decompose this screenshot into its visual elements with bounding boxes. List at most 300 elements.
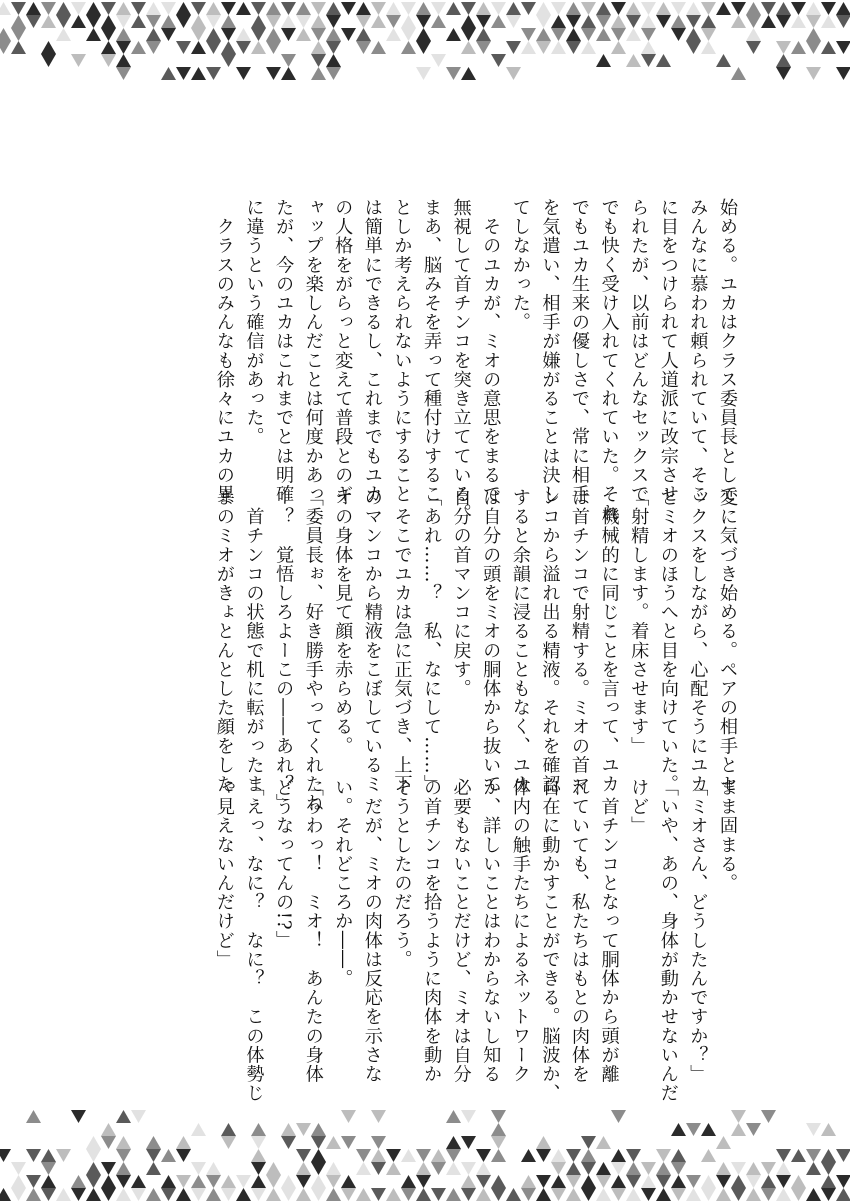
triangle-tile — [161, 67, 176, 80]
triangle-tile — [356, 1188, 371, 1201]
triangle-tile — [371, 1188, 386, 1201]
triangle-tile — [446, 1110, 461, 1123]
triangle-tile — [671, 1123, 686, 1136]
triangle-tile — [596, 28, 611, 41]
triangle-tile — [566, 41, 581, 54]
triangle-tile — [341, 1188, 356, 1201]
triangle-tile — [26, 2, 41, 15]
bottom-triangle-pattern — [0, 1108, 850, 1201]
triangle-tile — [821, 1149, 836, 1162]
triangle-tile — [86, 1162, 101, 1175]
triangle-tile — [551, 1175, 566, 1188]
triangle-tile — [191, 1188, 206, 1201]
triangle-tile — [746, 1123, 761, 1136]
triangle-tile — [476, 28, 491, 41]
triangle-tile — [281, 28, 296, 41]
triangle-tile — [641, 1188, 656, 1201]
triangle-tile — [101, 1123, 116, 1136]
triangle-tile — [566, 1175, 581, 1188]
triangle-tile — [296, 1123, 311, 1136]
triangle-tile — [806, 41, 821, 54]
text-line: 「射精します。着床させます」 — [628, 488, 650, 756]
top-triangle-pattern — [0, 0, 850, 82]
triangle-tile — [431, 1162, 446, 1175]
triangle-tile — [206, 15, 221, 28]
triangle-tile — [161, 28, 176, 41]
triangle-tile — [71, 2, 86, 15]
triangle-tile — [461, 15, 476, 28]
text-line: オの身体を見て顔を赤らめる。 — [332, 488, 354, 756]
triangle-tile — [266, 28, 281, 41]
triangle-tile — [326, 2, 341, 15]
triangle-tile — [386, 28, 401, 41]
triangle-tile — [761, 1175, 776, 1188]
triangle-tile — [581, 1188, 596, 1201]
triangle-tile — [701, 28, 716, 41]
triangle-tile — [101, 2, 116, 15]
triangle-tile — [716, 1136, 731, 1149]
triangle-tile — [0, 1149, 11, 1162]
triangle-tile — [311, 1149, 326, 1162]
triangle-tile — [431, 2, 446, 15]
triangle-tile — [491, 54, 506, 67]
text-line: そこでユカは急に正気づき、上下 — [391, 488, 413, 794]
text-line: まのミオがきょとんとした顔をした — [213, 488, 235, 794]
triangle-tile — [116, 1136, 131, 1149]
triangle-tile — [71, 1175, 86, 1188]
triangle-tile — [206, 1175, 221, 1188]
triangle-tile — [746, 1175, 761, 1188]
triangle-tile — [281, 1175, 296, 1188]
triangle-tile — [311, 1162, 326, 1175]
triangle-tile — [281, 15, 296, 28]
triangle-tile — [371, 1136, 386, 1149]
text-line: たが、今のユカはこれまでとは明確 — [273, 198, 295, 504]
triangle-tile — [521, 2, 536, 15]
triangle-tile — [221, 1188, 236, 1201]
text-block-1 — [209, 198, 742, 523]
triangle-tile — [41, 41, 56, 54]
text-line: 首チンコとなって胴体から頭が離 — [598, 778, 620, 1084]
triangle-tile — [431, 1188, 446, 1201]
triangle-tile — [86, 1136, 101, 1149]
triangle-tile — [761, 1162, 776, 1175]
triangle-tile — [416, 67, 431, 80]
triangle-tile — [446, 2, 461, 15]
triangle-tile — [161, 1175, 176, 1188]
triangle-tile — [806, 67, 821, 80]
triangle-tile — [551, 1188, 566, 1201]
triangle-tile — [266, 2, 281, 15]
triangle-tile — [461, 67, 476, 80]
triangle-tile — [611, 28, 626, 41]
text-line: でもユカ生来の優しさで、常に相手 — [569, 198, 591, 504]
triangle-tile — [686, 1175, 701, 1188]
triangle-tile — [551, 41, 566, 54]
triangle-tile — [116, 1149, 131, 1162]
triangle-tile — [11, 28, 26, 41]
triangle-tile — [521, 1188, 536, 1201]
triangle-tile — [656, 15, 671, 28]
triangle-tile — [101, 15, 116, 28]
triangle-tile — [41, 1162, 56, 1175]
triangle-tile — [806, 1162, 821, 1175]
text-line: い。それどころか――。 — [332, 778, 354, 989]
triangle-tile — [161, 15, 176, 28]
triangle-tile — [326, 1188, 341, 1201]
triangle-tile — [11, 1175, 26, 1188]
triangle-tile — [821, 1123, 836, 1136]
triangle-tile — [506, 41, 521, 54]
triangle-tile — [341, 1110, 356, 1123]
triangle-tile — [56, 28, 71, 41]
text-line: 「えっ、なに？ なに？ この体勢じ — [243, 778, 265, 1103]
triangle-tile — [56, 15, 71, 28]
triangle-tile — [596, 2, 611, 15]
triangle-tile — [836, 1188, 850, 1201]
triangle-tile — [341, 28, 356, 41]
text-line: 自在に動かすことができる。脳波か、 — [539, 778, 561, 1103]
triangle-tile — [221, 1175, 236, 1188]
triangle-tile — [611, 1149, 626, 1162]
triangle-tile — [776, 1175, 791, 1188]
triangle-tile — [566, 28, 581, 41]
triangle-tile — [281, 1136, 296, 1149]
triangle-tile — [251, 1175, 266, 1188]
triangle-tile — [191, 41, 206, 54]
triangle-tile — [731, 15, 746, 28]
triangle-tile — [176, 41, 191, 54]
triangle-tile — [101, 41, 116, 54]
triangle-tile — [371, 1149, 386, 1162]
triangle-tile — [611, 41, 626, 54]
triangle-tile — [446, 28, 461, 41]
triangle-tile — [311, 67, 326, 80]
triangle-tile — [371, 15, 386, 28]
triangle-tile — [236, 2, 251, 15]
triangle-tile — [371, 1162, 386, 1175]
triangle-tile — [401, 1149, 416, 1162]
text-line: まま固まる。 — [717, 778, 738, 893]
triangle-tile — [491, 1110, 506, 1123]
triangle-tile — [536, 1175, 551, 1188]
triangle-tile — [416, 1175, 431, 1188]
triangle-tile — [836, 15, 850, 28]
triangle-tile — [266, 1188, 281, 1201]
triangle-tile — [461, 41, 476, 54]
triangle-tile — [506, 2, 521, 15]
text-line: ックスをしながら、心配そうにユカ — [687, 488, 709, 794]
triangle-tile — [266, 1162, 281, 1175]
triangle-tile — [281, 1123, 296, 1136]
triangle-tile — [551, 1162, 566, 1175]
triangle-tile — [551, 1149, 566, 1162]
triangle-tile — [671, 1175, 686, 1188]
triangle-tile — [686, 28, 701, 41]
triangle-tile — [191, 1175, 206, 1188]
triangle-tile — [221, 2, 236, 15]
triangle-tile — [101, 28, 116, 41]
triangle-tile — [86, 1188, 101, 1201]
triangle-tile — [191, 1162, 206, 1175]
triangle-tile — [116, 15, 131, 28]
triangle-tile — [746, 1162, 761, 1175]
triangle-tile — [566, 1149, 581, 1162]
text-line: とミオのほうへと目を向けていた。 — [657, 488, 679, 794]
triangle-tile — [446, 67, 461, 80]
triangle-tile — [776, 41, 791, 54]
triangle-tile — [101, 1162, 116, 1175]
triangle-tile — [416, 28, 431, 41]
triangle-tile — [641, 41, 656, 54]
text-line: みんなに慕われ頼られていて、そこ — [687, 198, 709, 504]
triangle-tile — [41, 15, 56, 28]
triangle-tile — [761, 15, 776, 28]
triangle-tile — [26, 1149, 41, 1162]
triangle-tile — [41, 1188, 56, 1201]
triangle-tile — [461, 1175, 476, 1188]
triangle-tile — [611, 1110, 626, 1123]
triangle-tile — [311, 1136, 326, 1149]
triangle-tile — [86, 1149, 101, 1162]
text-line: ー？ 覚悟しろよーこの――あれ？」 — [273, 488, 295, 813]
triangle-tile — [476, 2, 491, 15]
triangle-tile — [641, 2, 656, 15]
triangle-tile — [176, 1136, 191, 1149]
triangle-tile — [176, 67, 191, 80]
triangle-tile — [311, 41, 326, 54]
triangle-tile — [251, 2, 266, 15]
triangle-tile — [206, 1188, 221, 1201]
triangle-tile — [386, 2, 401, 15]
triangle-tile — [221, 1136, 236, 1149]
triangle-tile — [236, 1188, 251, 1201]
triangle-tile — [641, 15, 656, 28]
triangle-tile — [596, 1188, 611, 1201]
triangle-tile — [641, 1175, 656, 1188]
triangle-tile — [626, 54, 641, 67]
text-line: すると余韻に浸ることもなく、ユカ — [509, 488, 531, 794]
triangle-tile — [761, 1188, 776, 1201]
triangle-tile — [386, 1149, 401, 1162]
triangle-tile — [506, 67, 521, 80]
text-line: 「うわっ！ ミオ！ あんたの身体 — [302, 778, 324, 1084]
triangle-mosaic-bottom — [0, 1108, 850, 1201]
triangle-tile — [596, 15, 611, 28]
triangle-tile — [251, 41, 266, 54]
text-line: は簡単にできるし、これまでもユカ — [361, 198, 383, 504]
triangle-tile — [311, 2, 326, 15]
triangle-tile — [146, 28, 161, 41]
triangle-tile — [236, 28, 251, 41]
triangle-tile — [791, 2, 806, 15]
text-line: でも快く受け入れてくれていた。それ — [598, 198, 620, 523]
triangle-tile — [641, 28, 656, 41]
triangle-tile — [116, 28, 131, 41]
triangle-tile — [161, 1188, 176, 1201]
triangle-tile — [461, 28, 476, 41]
triangle-tile — [431, 54, 446, 67]
triangle-tile — [146, 1136, 161, 1149]
text-line: そのユカが、ミオの意思をまるで — [480, 198, 502, 504]
triangle-tile — [281, 67, 296, 80]
triangle-tile — [701, 1149, 716, 1162]
triangle-tile — [581, 15, 596, 28]
triangle-tile — [806, 1149, 821, 1162]
triangle-tile — [836, 1175, 850, 1188]
triangle-tile — [326, 54, 341, 67]
triangle-tile — [476, 1162, 491, 1175]
triangle-tile — [821, 15, 836, 28]
triangle-tile — [446, 1136, 461, 1149]
triangle-tile — [0, 1188, 11, 1201]
triangle-tile — [176, 2, 191, 15]
triangle-tile — [281, 2, 296, 15]
triangle-tile — [656, 2, 671, 15]
triangle-tile — [626, 1149, 641, 1162]
text-line: られたが、以前はどんなセックスで — [628, 198, 650, 504]
text-line: 必要もないことだけど、ミオは自分 — [450, 778, 472, 1084]
text-line: か、詳しいことはわからないし知る — [480, 778, 502, 1084]
triangle-tile — [146, 1162, 161, 1175]
triangle-tile — [116, 1188, 131, 1201]
triangle-tile — [581, 28, 596, 41]
triangle-tile — [836, 1149, 850, 1162]
triangle-tile — [41, 1149, 56, 1162]
text-line: てしなかった。 — [509, 198, 531, 332]
triangle-tile — [326, 41, 341, 54]
triangle-tile — [176, 1175, 191, 1188]
triangle-tile — [311, 28, 326, 41]
triangle-tile — [416, 2, 431, 15]
text-line: ゃ見えないんだけど」 — [213, 778, 235, 969]
triangle-tile — [41, 2, 56, 15]
text-line: ャップを楽しんだことは何度かあっ — [302, 198, 324, 504]
triangle-tile — [701, 1175, 716, 1188]
triangle-tile — [116, 1110, 131, 1123]
triangle-tile — [386, 1162, 401, 1175]
triangle-tile — [116, 67, 131, 80]
triangle-tile — [611, 1175, 626, 1188]
triangle-tile — [446, 1188, 461, 1201]
triangle-tile — [806, 1188, 821, 1201]
triangle-tile — [626, 2, 641, 15]
triangle-tile — [566, 2, 581, 15]
triangle-tile — [356, 1149, 371, 1162]
triangle-tile — [326, 1162, 341, 1175]
triangle-tile — [581, 1149, 596, 1162]
triangle-tile — [506, 15, 521, 28]
text-line: としか考えられないようにすること — [391, 198, 413, 504]
text-line: 始める。ユカはクラス委員長として — [717, 198, 738, 504]
triangle-tile — [491, 1175, 506, 1188]
triangle-tile — [371, 41, 386, 54]
triangle-tile — [731, 67, 746, 80]
triangle-tile — [476, 41, 491, 54]
triangle-tile — [86, 15, 101, 28]
triangle-tile — [356, 41, 371, 54]
triangle-tile — [311, 1188, 326, 1201]
triangle-tile — [206, 28, 221, 41]
triangle-tile — [671, 1188, 686, 1201]
triangle-tile — [311, 1175, 326, 1188]
triangle-mosaic-top — [0, 0, 850, 82]
triangle-tile — [131, 1188, 146, 1201]
triangle-tile — [731, 1110, 746, 1123]
triangle-tile — [581, 2, 596, 15]
triangle-tile — [791, 1175, 806, 1188]
triangle-tile — [686, 15, 701, 28]
triangle-tile — [326, 15, 341, 28]
triangle-tile — [806, 2, 821, 15]
text-line: 無視して首チンコを突き立てている。 — [450, 198, 472, 523]
triangle-tile — [791, 15, 806, 28]
triangle-tile — [26, 1188, 41, 1201]
triangle-tile — [611, 1162, 626, 1175]
triangle-tile — [356, 1162, 371, 1175]
triangle-tile — [611, 15, 626, 28]
triangle-tile — [776, 54, 791, 67]
triangle-tile — [401, 1188, 416, 1201]
triangle-tile — [311, 54, 326, 67]
triangle-tile — [491, 1188, 506, 1201]
triangle-tile — [71, 15, 86, 28]
triangle-tile — [11, 1188, 26, 1201]
triangle-tile — [56, 1188, 71, 1201]
text-line: 「ミオさん、どうしたんですか？」 — [687, 778, 709, 1084]
triangle-tile — [716, 2, 731, 15]
triangle-tile — [326, 1136, 341, 1149]
triangle-tile — [596, 54, 611, 67]
triangle-tile — [266, 67, 281, 80]
triangle-tile — [536, 28, 551, 41]
triangle-tile — [266, 41, 281, 54]
triangle-tile — [191, 2, 206, 15]
triangle-tile — [701, 2, 716, 15]
triangle-tile — [26, 1175, 41, 1188]
triangle-tile — [656, 1188, 671, 1201]
text-line: の人格をがらっと変えて普段とのギ — [332, 198, 354, 504]
text-line: そうとしたのだろう。 — [391, 778, 413, 969]
triangle-tile — [551, 2, 566, 15]
triangle-tile — [416, 41, 431, 54]
triangle-tile — [476, 1175, 491, 1188]
triangle-tile — [0, 28, 11, 41]
triangle-tile — [161, 2, 176, 15]
triangle-tile — [221, 15, 236, 28]
triangle-tile — [251, 1149, 266, 1162]
triangle-tile — [566, 1188, 581, 1201]
triangle-tile — [341, 1136, 356, 1149]
triangle-tile — [356, 15, 371, 28]
triangle-tile — [251, 15, 266, 28]
triangle-tile — [281, 1188, 296, 1201]
triangle-tile — [401, 28, 416, 41]
triangle-tile — [416, 1149, 431, 1162]
triangle-tile — [671, 1162, 686, 1175]
triangle-tile — [581, 1162, 596, 1175]
triangle-tile — [806, 28, 821, 41]
text-line: 体内の触手たちによるネットワーク — [509, 778, 531, 1084]
triangle-tile — [521, 28, 536, 41]
triangle-tile — [386, 1188, 401, 1201]
triangle-tile — [461, 1136, 476, 1149]
triangle-tile — [746, 15, 761, 28]
triangle-tile — [11, 15, 26, 28]
triangle-tile — [491, 1136, 506, 1149]
text-line: けど」 — [628, 778, 650, 836]
triangle-tile — [686, 2, 701, 15]
